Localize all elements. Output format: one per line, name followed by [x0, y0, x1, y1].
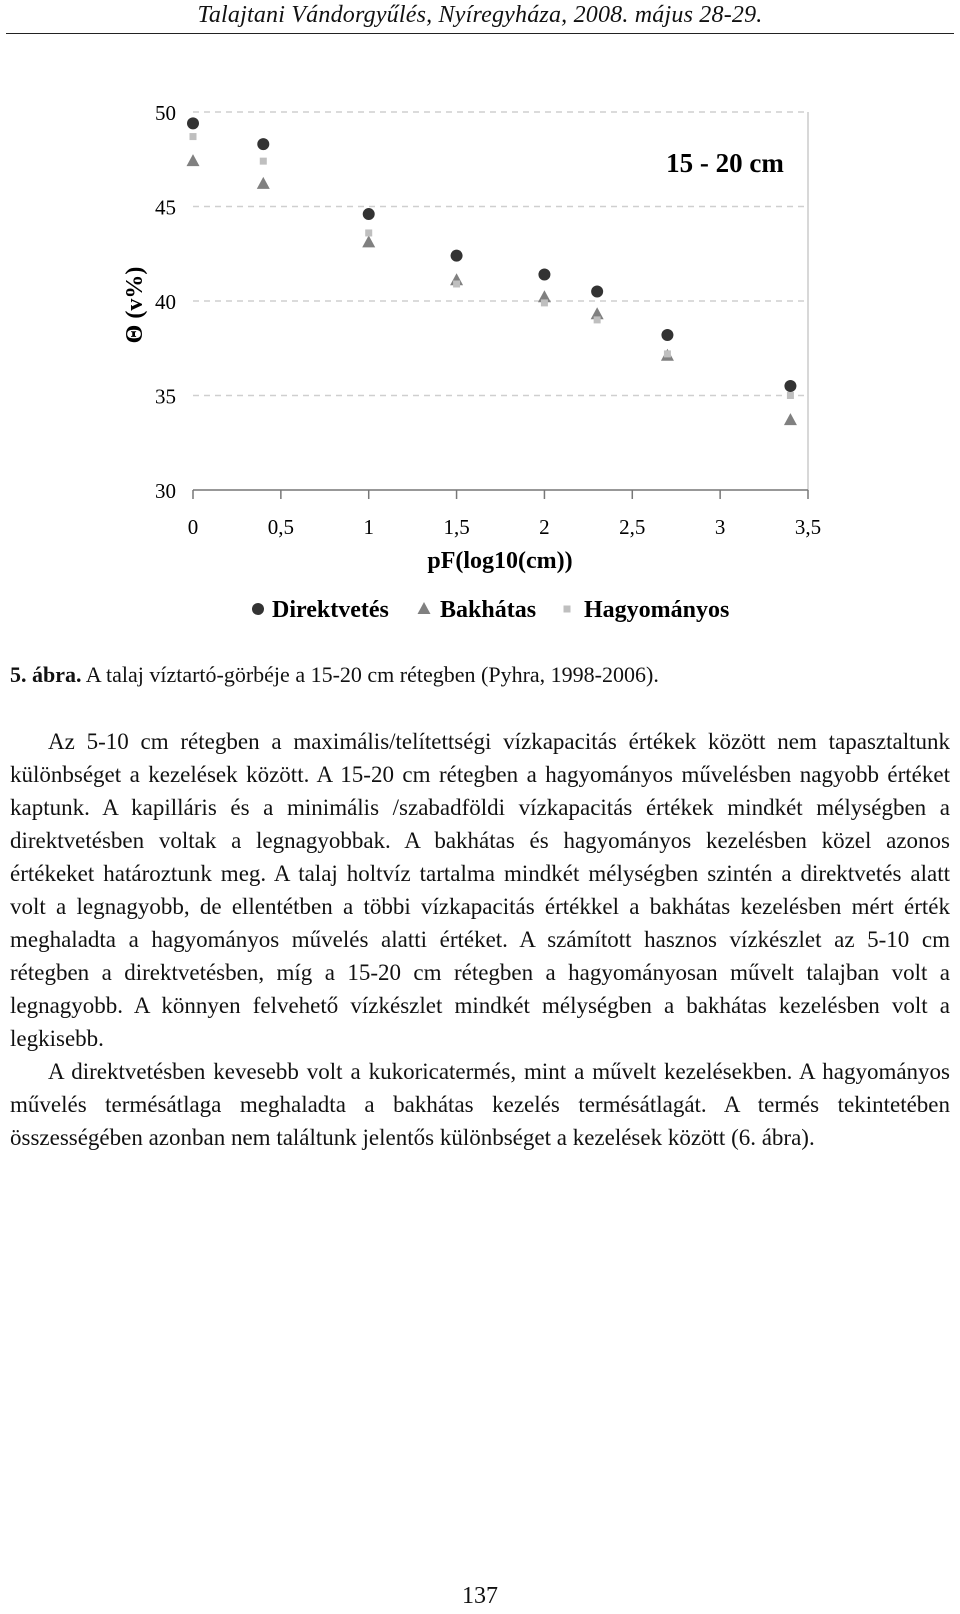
- y-tick-label: 30: [155, 479, 176, 503]
- point-circle: [451, 250, 463, 262]
- x-tick-label: 3,5: [794, 515, 822, 539]
- point-circle: [784, 380, 796, 392]
- point-square: [664, 350, 671, 357]
- figure-caption-text: A talaj víztartó-görbéje a 15-20 cm rétegben (Pyhra, 1998-2006).: [81, 662, 659, 687]
- legend-label: Bakhátas: [440, 597, 537, 623]
- legend-marker-square: [564, 606, 571, 613]
- point-square: [365, 229, 372, 236]
- point-square: [541, 299, 548, 306]
- y-tick-label: 40: [155, 290, 176, 314]
- legend-marker-triangle: [418, 602, 431, 614]
- point-square: [260, 158, 267, 165]
- point-triangle: [784, 413, 797, 425]
- water-retention-chart: [0, 90, 960, 680]
- legend-marker-circle: [252, 603, 264, 615]
- point-square: [453, 280, 460, 287]
- body-text: [10, 725, 950, 1154]
- y-tick-label: 45: [155, 195, 176, 220]
- point-square: [787, 392, 794, 399]
- y-axis-label: Θ (v%): [122, 266, 148, 344]
- point-circle: [363, 208, 375, 220]
- header-rule: [6, 33, 954, 34]
- point-circle: [661, 329, 673, 341]
- figure-caption: [10, 662, 659, 688]
- x-tick-label: 3: [714, 515, 726, 539]
- x-axis-label: pF(log10(cm)): [427, 548, 573, 574]
- point-square: [594, 316, 601, 323]
- paragraph: A direktvetésben kevesebb volt a kukoricatermés, mint a művelt kezelésekben. A hagyományos művelés termésátlaga meghaladta a bakhátas kezelés termésátlagát. A termés tekintetében összességében azonban nem találtunk jelentős különbséget a kezelések között (6. ábra).: [10, 1059, 950, 1150]
- point-triangle: [187, 154, 200, 166]
- figure-label: 5. ábra.: [10, 662, 82, 687]
- running-header: [0, 2, 960, 29]
- chart-title: 15 - 20 cm: [666, 148, 784, 178]
- point-circle: [538, 269, 550, 281]
- x-tick-label: 2,5: [619, 515, 646, 539]
- point-triangle: [257, 177, 270, 189]
- y-tick-label: 50: [155, 101, 176, 125]
- legend-label: Direktvetés: [272, 597, 389, 623]
- point-circle: [187, 117, 199, 129]
- x-tick-label: 0,5: [267, 515, 294, 539]
- x-tick-label: 0: [187, 515, 199, 539]
- paragraph: Az 5-10 cm rétegben a maximális/telítettségi vízkapacitás értékek között nem tapasztaltunk különbséget a kezelések között. A 15-20 cm rétegben a hagyományos művelésben nagyobb értéket kaptunk. A kapilláris és a minimális /szabadföldi vízkapacitás értékek mindkét mélységben a direktvetésben voltak a legnagyobbak. A bakhátas és hagyományos kezelésben közel azonos értékeket határoztunk meg. A talaj holtvíz tartalma mindkét mélységben szintén a direktvetés alatt volt a legnagyobb, de ellentétben a többi vízkapacitás értékkel a bakhátas kezelésben mért érték meghaladta a hagyományos művelés alatti értéket. A számított hasznos vízkészlet az 5-10 cm rétegben a direktvetésben, míg a 15-20 cm rétegben a hagyományosan művelt talajban volt a legnagyobb. A könnyen felvehető vízkészlet mindkét mélységben a bakhátas kezelésben volt a legkisebb.: [10, 729, 950, 1051]
- page-number: 137: [462, 1583, 498, 1609]
- legend-label: Hagyományos: [584, 597, 730, 623]
- point-circle: [591, 286, 603, 298]
- running-header-title: Talajtani Vándorgyűlés,: [197, 2, 433, 28]
- chart-legend: [252, 597, 729, 623]
- x-tick-label: 2: [539, 515, 550, 539]
- x-tick-label: 1: [363, 515, 374, 539]
- point-circle: [257, 138, 269, 150]
- x-tick-label: 1,5: [443, 515, 470, 539]
- running-header-location-date: Nyíregyháza, 2008. május 28-29.: [432, 2, 763, 28]
- point-square: [190, 133, 197, 140]
- y-tick-label: 35: [155, 384, 176, 409]
- point-triangle: [362, 235, 375, 247]
